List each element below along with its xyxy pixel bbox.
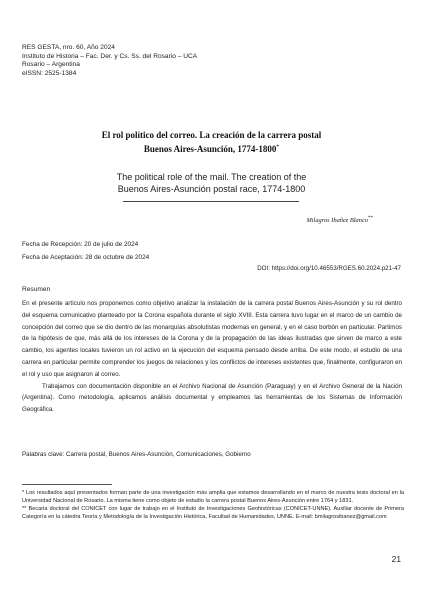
author: [306, 216, 373, 224]
title-spanish-line1: El rol político del correo. La creación de la carrera postal: [101, 130, 322, 140]
title-spanish-line2: [40, 142, 383, 156]
accepted-date: Fecha de Aceptación: 28 de octubre de 2024: [22, 254, 150, 261]
footnote-2: ** Becaria doctoral del CONICET con lugar de trabajo en el Instituto de Investigaciones Geohistóricas (CONICET-UNNE). Auxiliar docente de Primera Categoría en la cátedra Teoría y Metodología de la Investigación Histórica, Facultad de Humanidades, UNNE. E-mail: bmilagrosibanez@gmail.com: [22, 505, 404, 520]
title-divider: [123, 201, 299, 202]
keywords: Palabras clave: Carrera postal, Buenos Aires-Asunción, Comunicaciones, Gobierno: [22, 451, 251, 458]
title-english-line2: Buenos Aires-Asunción postal race, 1774-1800: [117, 183, 306, 194]
article-dates: [22, 238, 149, 264]
author-name: Milagros Ibañez Blanco: [306, 217, 368, 225]
page-number: 21: [391, 554, 401, 564]
title-english: [40, 172, 383, 195]
abstract-heading: Resumen: [22, 286, 51, 293]
title-english-line1: The political role of the mail. The creation of the: [116, 172, 307, 182]
title-spanish-line2-text: Buenos Aires-Asunción, 1774-1800: [143, 143, 277, 154]
author-footnote-mark[interactable]: **: [368, 216, 373, 221]
journal-institute: Instituto de Historia – Fac. Der. y Cs. Ss. del Rosario – UCA: [22, 52, 198, 60]
title-spanish: [40, 130, 383, 155]
received-date: Fecha de Recepción: 20 de julio de 2024: [22, 241, 139, 248]
abstract-body: [22, 298, 402, 416]
abstract-paragraph-1: En el presente artículo nos proponemos como objetivo analizar la instalación de la carrera postal Buenos Aires-Asunción y su rol dentro del esquema comunicativo planteado por la Corona española durante el siglo XVIII. Esta carrera tuvo lugar en el marco de un cambio de concepción del correo que se dio dentro de las monarquías absolutistas modernas en general, y en el caso borbón en particular. Partimos de la hipótesis de que, más allá de los intereses de la Corona y de la propagación de las ideas ilustradas que sirven de marco a este cambio, los agentes locales tuvieron un rol activo en la ejecución del esquema pensado desde arriba. De este modo, el estudio de una carrera en particular permite comprender los juegos de relaciones y los conflictos de intereses existentes que, finalmente, configuraron en el rol y uso que asignaron al correo.: [22, 300, 402, 378]
footnote-divider: [22, 484, 112, 485]
journal-location: Rosario – Argentina: [22, 61, 80, 69]
footnote-1: * Los resultados aquí presentados forman parte de una investigación más amplia que estamos desarrollando en el marco de nuestra tesis doctoral en la Universidad Nacional de Rosario. La misma tiene como objeto de estudio la carrera postal Buenos Aires-Asunción entre 1764 y 1831.: [22, 490, 404, 504]
title-footnote-mark[interactable]: *: [276, 143, 280, 150]
journal-issn: eISSN: 2525-1384: [22, 69, 77, 77]
journal-header: [22, 44, 197, 78]
abstract-paragraph-2: Trabajamos con documentación disponible en el Archivo Nacional de Asunción (Paraguay) y en el Archivo General de la Nación (Argentina). Como metodología, aplicamos análisis documental y empleamos las herramientas de los Sistemas de Información Geográfica.: [22, 382, 402, 414]
footnotes: [22, 490, 404, 522]
doi-link[interactable]: DOI: https://doi.org/10.46553/RGES.60.2024.p21-47: [257, 265, 401, 272]
journal-issue: RES GESTA, nro. 60, Año 2024: [22, 44, 115, 51]
